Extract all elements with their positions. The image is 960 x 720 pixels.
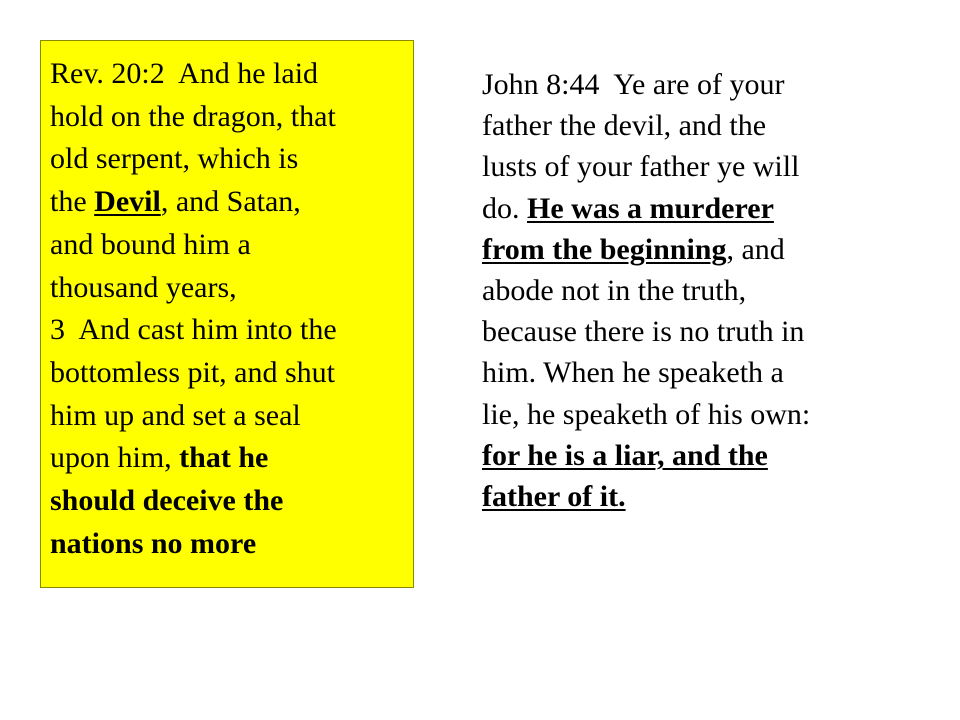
john-8-44-passage-box (482, 64, 942, 517)
rev-passage-text-part-2: , and Satan, and bound him a thousand years, 3 And cast him into the bottomless pit, and shut him up and set a seal upon him, (50, 185, 337, 475)
rev-passage-emphasis-devil: Devil (94, 185, 161, 219)
rev-passage-emphasis-deceive: that he should deceive the nations no more (50, 441, 284, 560)
john-passage-text-part-1: John 8:44 Ye are of your father the devil, and the lusts of your father ye will do. (482, 68, 800, 225)
john-passage-text-part-2: , and abode not in the truth, because there is no truth in him. When he speaketh a lie, he speaketh of his own: (482, 232, 811, 431)
john-passage-emphasis-liar: for he is a liar, and the father of it. (482, 438, 768, 514)
rev-20-2-passage-box (40, 40, 414, 588)
rev-passage-text-part-1: Rev. 20:2 And he laid hold on the dragon, that old serpent, which is the (50, 57, 336, 219)
john-passage-emphasis-murderer: He was a murderer from the beginning (482, 191, 774, 266)
